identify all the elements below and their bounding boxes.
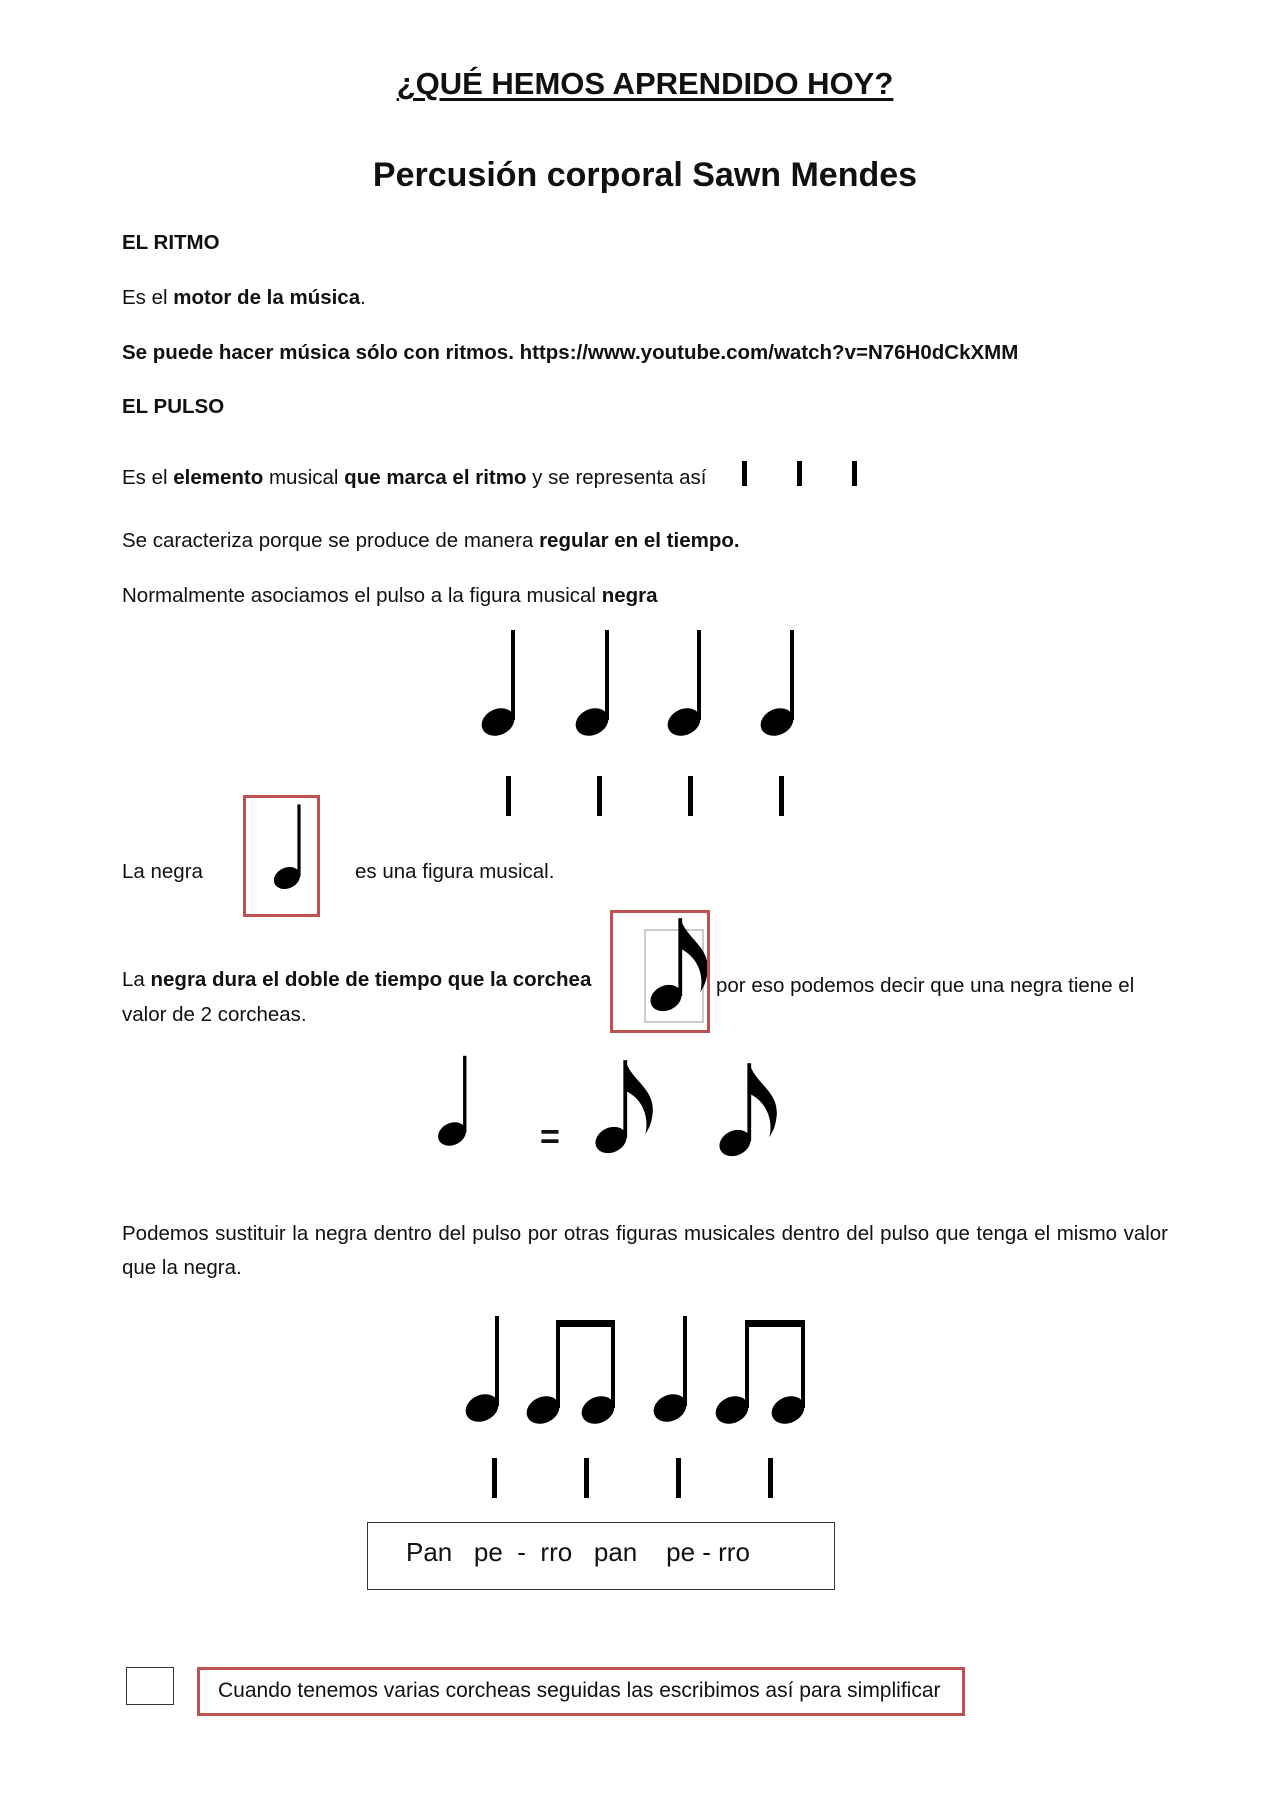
- quarter-note-box: [243, 795, 320, 917]
- quarter-note-icon: [663, 630, 705, 741]
- checkbox-square: [126, 1667, 174, 1705]
- pulse-mark: [779, 776, 784, 816]
- equals-sign: =: [540, 1118, 560, 1156]
- corchea-line2: valor de 2 corcheas.: [122, 1003, 307, 1026]
- page-subtitle: Percusión corporal Sawn Mendes: [372, 156, 918, 194]
- pulse-mark: [676, 1458, 681, 1498]
- beamed-eighths-icon: [522, 1320, 619, 1429]
- corchea-line1: La negra dura el doble de tiempo que la corchea: [122, 968, 592, 991]
- syllables-box: [367, 1522, 835, 1590]
- page-title: ¿QUÉ HEMOS APRENDIDO HOY?: [396, 66, 894, 101]
- quarter-note-icon: [461, 1316, 503, 1427]
- ritmo-heading: EL RITMO: [122, 231, 220, 254]
- pulse-mark: [688, 776, 693, 816]
- quarter-note-icon: [571, 630, 613, 741]
- quarter-note-icon: [434, 1056, 470, 1150]
- eighth-note-box: [610, 910, 710, 1033]
- pulse-mark: [492, 1458, 497, 1498]
- quarter-note-icon: [649, 1316, 691, 1427]
- beamed-eighths-icon: [711, 1320, 809, 1429]
- eighth-note-icon: [715, 1063, 777, 1161]
- pulso-line2: Se caracteriza porque se produce de manera regular en el tiempo.: [122, 529, 740, 552]
- eighth-note-icon: [591, 1060, 653, 1158]
- pulso-line3: Normalmente asociamos el pulso a la figura musical negra: [122, 584, 658, 607]
- syllables-text: Pan pe - rro pan pe - rro: [406, 1537, 750, 1567]
- simplify-note-text: Cuando tenemos varias corcheas seguidas las escribimos así para simplificar: [218, 1679, 941, 1702]
- ritmo-line1: Es el motor de la música.: [122, 286, 366, 309]
- quarter-note-icon: [477, 630, 519, 741]
- pulse-mark: [506, 776, 511, 816]
- pulse-mark: [584, 1458, 589, 1498]
- quarter-note-icon: [756, 630, 798, 741]
- pulso-heading: EL PULSO: [122, 395, 225, 418]
- pulso-line1: Es el elemento musical que marca el ritmo y se representa así: [122, 466, 707, 489]
- pulse-mark: [597, 776, 602, 816]
- negra-label: La negra: [122, 860, 203, 883]
- pulse-mark: [768, 1458, 773, 1498]
- corchea-line1-end: por eso podemos decir que una negra tiene el: [716, 974, 1135, 997]
- ritmo-line2: Se puede hacer música sólo con ritmos. https://www.youtube.com/watch?v=N76H0dCkXMM: [122, 341, 1019, 364]
- negra-suffix: es una figura musical.: [355, 860, 555, 883]
- simplify-note-box: [197, 1667, 965, 1716]
- sustituir-paragraph: Podemos sustituir la negra dentro del pulso por otras figuras musicales dentro del pulso que tenga el mismo valor que la negra.: [122, 1222, 1168, 1279]
